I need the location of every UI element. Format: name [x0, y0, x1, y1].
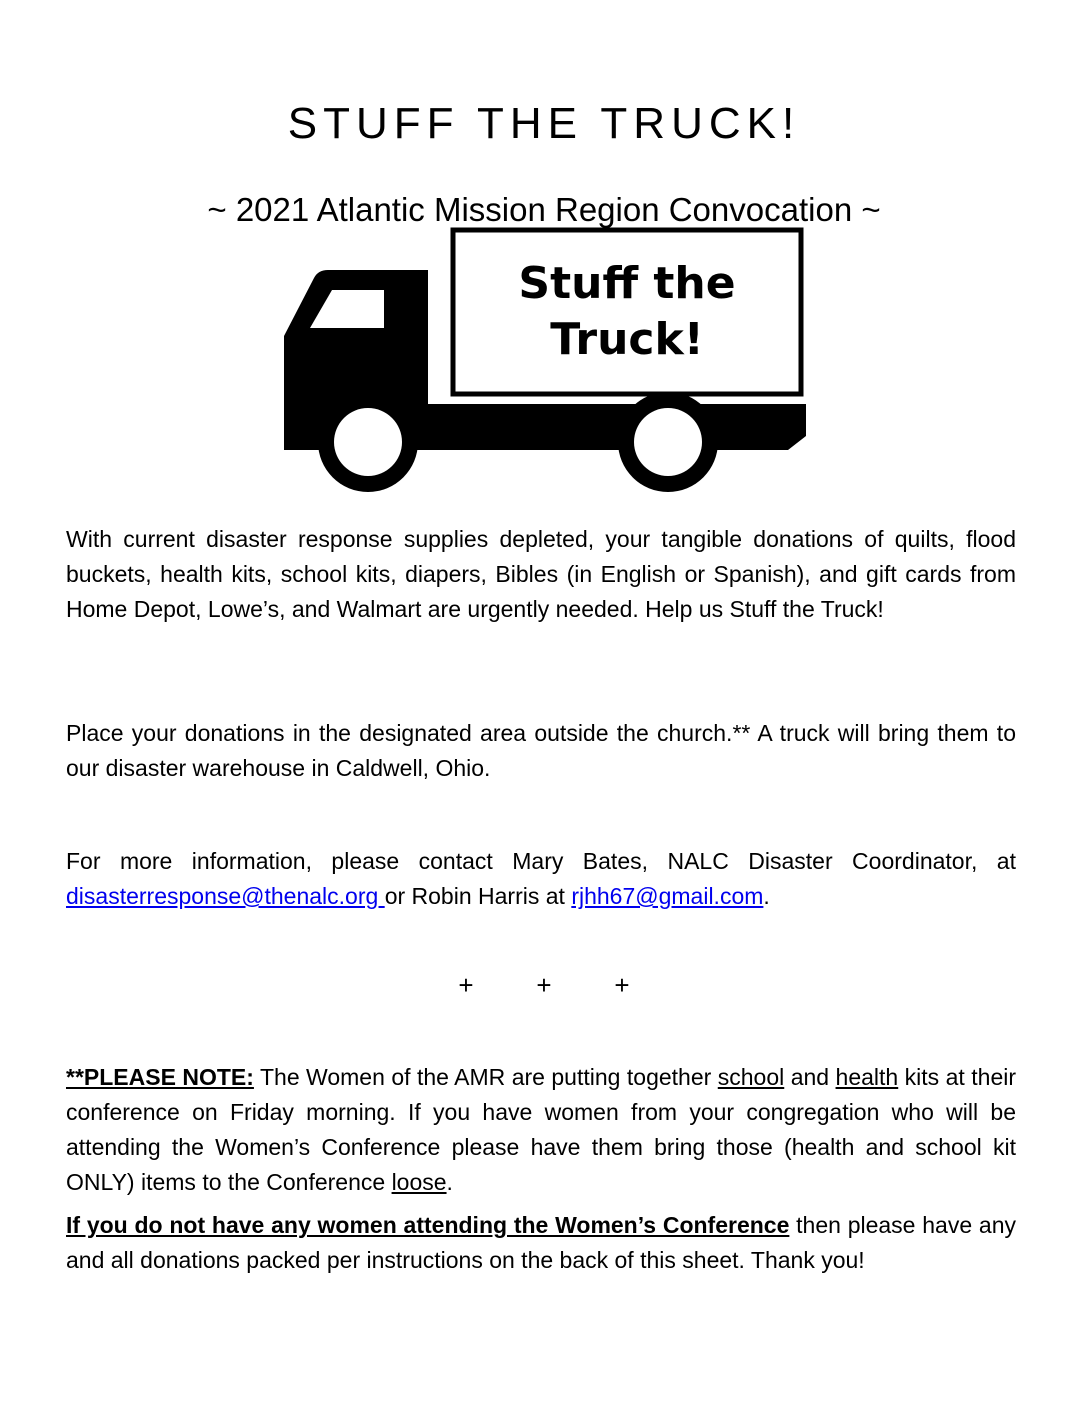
packing-instructions-text: then please have any and all donations packed per instructions on the back of this sheet. Thank you!	[66, 1212, 1016, 1273]
school-kit-emphasis: school	[717, 1064, 785, 1090]
delivery-truck-icon	[278, 224, 808, 500]
health-kit-emphasis: health	[835, 1064, 899, 1090]
note-text: .	[446, 1169, 453, 1195]
packing-instructions-paragraph	[66, 1208, 1016, 1278]
contact-text-mid: or Robin Harris at	[384, 883, 572, 909]
contact-paragraph	[66, 844, 1016, 914]
loose-emphasis: loose	[391, 1169, 447, 1195]
donations-paragraph: With current disaster response supplies depleted, your tangible donations of quilts, flood buckets, health kits, school kits, diapers, Bibles (in English or Spanish), and gift cards from Home Depot, Lowe’s, and Walmart are urgently needed. Help us Stuff the Truck!	[66, 526, 1016, 622]
section-separator	[0, 970, 1088, 1001]
separator-cross: +	[614, 970, 630, 1000]
page-title: STUFF THE TRUCK!	[287, 99, 801, 149]
note-text: The Women of the AMR are putting together	[253, 1064, 718, 1090]
truck-logo-line2: Truck!	[550, 314, 704, 365]
truck-cargo-box	[453, 230, 801, 394]
please-note-label: **PLEASE NOTE:	[66, 1064, 254, 1090]
contact-text-intro: For more information, please contact Mary Bates, NALC Disaster Coordinator, at	[66, 848, 1016, 874]
truck-logo-line1: Stuff the	[518, 258, 736, 309]
note-text: and	[784, 1064, 836, 1090]
separator-cross: +	[458, 970, 474, 1000]
page-subtitle: ~ 2021 Atlantic Mission Region Convocation ~	[207, 191, 881, 229]
no-women-attending-emphasis: If you do not have any women attending the Women’s Conference	[66, 1212, 790, 1238]
separator-cross: +	[536, 970, 552, 1000]
contact-text-end: .	[763, 883, 770, 909]
note-text: kits at their conference on Friday morning. If you have women from your congregation who will be attending the Women’s Conference please have them bring those (health and school kit ONLY) items to the Conference	[66, 1064, 1017, 1195]
email-link-rjhh67[interactable]: rjhh67@gmail.com	[571, 883, 764, 909]
email-link-disasterresponse[interactable]: disasterresponse@thenalc.org	[66, 883, 385, 909]
please-note-paragraph	[66, 1060, 1016, 1200]
dropoff-paragraph: Place your donations in the designated area outside the church.** A truck will bring them to our disaster warehouse in Caldwell, Ohio.	[66, 720, 1016, 781]
